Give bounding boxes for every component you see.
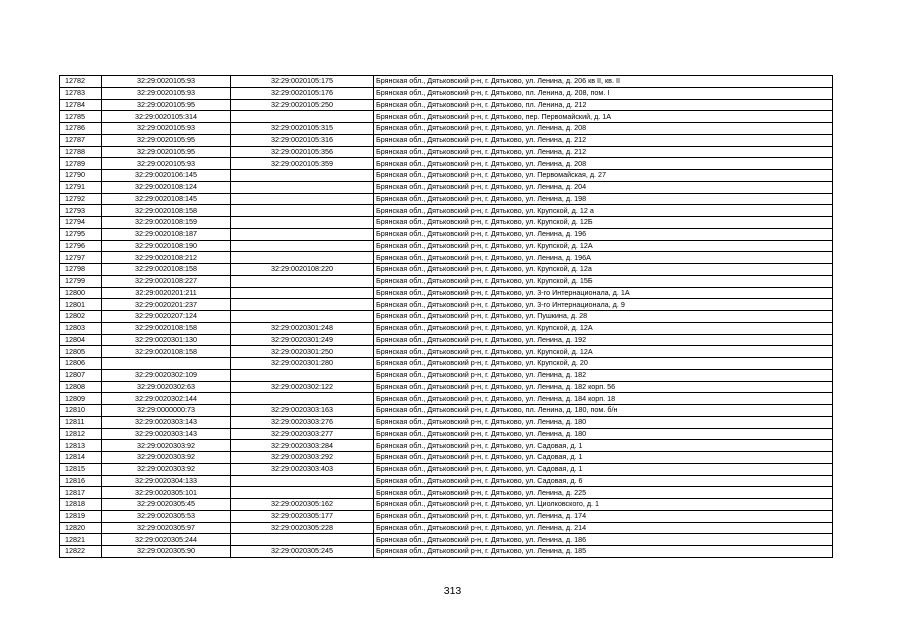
table-row	[60, 76, 833, 88]
table-row	[60, 334, 833, 346]
address-cell: Брянская обл., Дятьковский р-н, г. Дятьково, ул. Крупской, д. 20	[374, 358, 833, 370]
row-number-cell: 12801	[60, 299, 102, 311]
table-row	[60, 440, 833, 452]
row-number-cell: 12811	[60, 416, 102, 428]
row-number-cell: 12810	[60, 405, 102, 417]
parcel-cadastral-number-cell: 32:29:0020305:90	[102, 546, 231, 558]
parcel-cadastral-number-cell: 32:29:0020105:93	[102, 123, 231, 135]
table-row	[60, 452, 833, 464]
table-row	[60, 499, 833, 511]
table-row	[60, 522, 833, 534]
parcel-cadastral-number-cell: 32:29:0020305:244	[102, 534, 231, 546]
table-row	[60, 170, 833, 182]
object-cadastral-number-cell: 32:29:0020301:250	[231, 346, 374, 358]
parcel-cadastral-number-cell: 32:29:0020305:97	[102, 522, 231, 534]
address-cell: Брянская обл., Дятьковский р-н, г. Дятьково, ул. Садовая, д. 6	[374, 475, 833, 487]
object-cadastral-number-cell: 32:29:0020305:245	[231, 546, 374, 558]
row-number-cell: 12787	[60, 134, 102, 146]
parcel-cadastral-number-cell: 32:29:0020105:93	[102, 87, 231, 99]
parcel-cadastral-number-cell: 32:29:0020302:109	[102, 369, 231, 381]
row-number-cell: 12804	[60, 334, 102, 346]
row-number-cell: 12805	[60, 346, 102, 358]
parcel-cadastral-number-cell: 32:29:0020303:143	[102, 428, 231, 440]
object-cadastral-number-cell: 32:29:0020305:228	[231, 522, 374, 534]
parcel-cadastral-number-cell: 32:29:0020108:145	[102, 193, 231, 205]
row-number-cell: 12815	[60, 463, 102, 475]
row-number-cell: 12794	[60, 217, 102, 229]
table-row	[60, 369, 833, 381]
table-row	[60, 405, 833, 417]
table-row	[60, 487, 833, 499]
parcel-cadastral-number-cell: 32:29:0020303:143	[102, 416, 231, 428]
address-cell: Брянская обл., Дятьковский р-н, г. Дятьково, ул. Крупской, д. 12А	[374, 346, 833, 358]
row-number-cell: 12814	[60, 452, 102, 464]
object-cadastral-number-cell	[231, 275, 374, 287]
page-number: 313	[443, 585, 462, 597]
address-cell: Брянская обл., Дятьковский р-н, г. Дятьково, ул. Ленина, д. 174	[374, 510, 833, 522]
address-cell: Брянская обл., Дятьковский р-н, г. Дятьково, ул. Ленина, д. 186	[374, 534, 833, 546]
parcel-cadastral-number-cell: 32:29:0020105:314	[102, 111, 231, 123]
object-cadastral-number-cell: 32:29:0020303:403	[231, 463, 374, 475]
table-row	[60, 205, 833, 217]
row-number-cell: 12803	[60, 322, 102, 334]
address-cell: Брянская обл., Дятьковский р-н, г. Дятьково, ул. Ленина, д. 225	[374, 487, 833, 499]
table-row	[60, 134, 833, 146]
parcel-cadastral-number-cell: 32:29:0020302:63	[102, 381, 231, 393]
parcel-cadastral-number-cell: 32:29:0020105:95	[102, 146, 231, 158]
address-cell: Брянская обл., Дятьковский р-н, г. Дятьково, ул. Циолковского, д. 1	[374, 499, 833, 511]
table-row	[60, 87, 833, 99]
object-cadastral-number-cell: 32:29:0020105:356	[231, 146, 374, 158]
parcel-cadastral-number-cell: 32:29:0020108:159	[102, 217, 231, 229]
row-number-cell: 12812	[60, 428, 102, 440]
row-number-cell: 12807	[60, 369, 102, 381]
parcel-cadastral-number-cell: 32:29:0020105:93	[102, 76, 231, 88]
object-cadastral-number-cell: 32:29:0020305:177	[231, 510, 374, 522]
object-cadastral-number-cell	[231, 369, 374, 381]
table-row	[60, 299, 833, 311]
parcel-cadastral-number-cell: 32:29:0020108:158	[102, 346, 231, 358]
table-row	[60, 546, 833, 558]
object-cadastral-number-cell: 32:29:0020303:276	[231, 416, 374, 428]
object-cadastral-number-cell	[231, 487, 374, 499]
address-cell: Брянская обл., Дятьковский р-н, г. Дятьково, ул. Садовая, д. 1	[374, 440, 833, 452]
object-cadastral-number-cell	[231, 475, 374, 487]
table-row	[60, 322, 833, 334]
table-row	[60, 111, 833, 123]
object-cadastral-number-cell	[231, 299, 374, 311]
address-cell: Брянская обл., Дятьковский р-н, г. Дятьково, ул. Первомайская, д. 27	[374, 170, 833, 182]
object-cadastral-number-cell: 32:29:0020302:122	[231, 381, 374, 393]
object-cadastral-number-cell	[231, 252, 374, 264]
object-cadastral-number-cell: 32:29:0020305:162	[231, 499, 374, 511]
row-number-cell: 12783	[60, 87, 102, 99]
parcel-cadastral-number-cell: 32:29:0020106:145	[102, 170, 231, 182]
row-number-cell: 12784	[60, 99, 102, 111]
address-cell: Брянская обл., Дятьковский р-н, г. Дятьково, ул. Пушкина, д. 28	[374, 311, 833, 323]
table-row	[60, 287, 833, 299]
address-cell: Брянская обл., Дятьковский р-н, г. Дятьково, ул. Ленина, д. 208	[374, 158, 833, 170]
row-number-cell: 12802	[60, 311, 102, 323]
object-cadastral-number-cell: 32:29:0020301:280	[231, 358, 374, 370]
address-cell: Брянская обл., Дятьковский р-н, г. Дятьково, ул. Ленина, д. 196	[374, 228, 833, 240]
table-row	[60, 99, 833, 111]
object-cadastral-number-cell: 32:29:0020303:284	[231, 440, 374, 452]
table-row	[60, 240, 833, 252]
object-cadastral-number-cell: 32:29:0020105:359	[231, 158, 374, 170]
table-row	[60, 463, 833, 475]
address-cell: Брянская обл., Дятьковский р-н, г. Дятьково, ул. Ленина, д. 208	[374, 123, 833, 135]
address-cell: Брянская обл., Дятьковский р-н, г. Дятьково, ул. Ленина, д. 180	[374, 416, 833, 428]
row-number-cell: 12819	[60, 510, 102, 522]
object-cadastral-number-cell: 32:29:0020105:176	[231, 87, 374, 99]
parcel-cadastral-number-cell: 32:29:0020305:53	[102, 510, 231, 522]
table-row	[60, 275, 833, 287]
parcel-cadastral-number-cell: 32:29:0020105:95	[102, 134, 231, 146]
parcel-cadastral-number-cell: 32:29:0020105:93	[102, 158, 231, 170]
parcel-cadastral-number-cell: 32:29:0020108:212	[102, 252, 231, 264]
address-cell: Брянская обл., Дятьковский р-н, г. Дятьково, ул. Ленина, д. 196А	[374, 252, 833, 264]
table-row	[60, 475, 833, 487]
address-cell: Брянская обл., Дятьковский р-н, г. Дятьково, ул. Ленина, д. 192	[374, 334, 833, 346]
address-cell: Брянская обл., Дятьковский р-н, г. Дятьково, ул. Ленина, д. 212	[374, 146, 833, 158]
property-registry-table	[59, 75, 833, 558]
parcel-cadastral-number-cell: 32:29:0020304:133	[102, 475, 231, 487]
address-cell: Брянская обл., Дятьковский р-н, г. Дятьково, ул. Садовая, д. 1	[374, 463, 833, 475]
parcel-cadastral-number-cell: 32:29:0020201:211	[102, 287, 231, 299]
parcel-cadastral-number-cell: 32:29:0020108:190	[102, 240, 231, 252]
object-cadastral-number-cell	[231, 393, 374, 405]
row-number-cell: 12809	[60, 393, 102, 405]
table-row	[60, 264, 833, 276]
table-row	[60, 381, 833, 393]
row-number-cell: 12791	[60, 181, 102, 193]
table-row	[60, 393, 833, 405]
address-cell: Брянская обл., Дятьковский р-н, г. Дятьково, ул. Крупской, д. 12А	[374, 322, 833, 334]
address-cell: Брянская обл., Дятьковский р-н, г. Дятьково, пл. Ленина, д. 180, пом. б/н	[374, 405, 833, 417]
address-cell: Брянская обл., Дятьковский р-н, г. Дятьково, пл. Ленина, д. 208, пом. I	[374, 87, 833, 99]
row-number-cell: 12817	[60, 487, 102, 499]
address-cell: Брянская обл., Дятьковский р-н, г. Дятьково, ул. Крупской, д. 12 а	[374, 205, 833, 217]
object-cadastral-number-cell: 32:29:0020301:248	[231, 322, 374, 334]
row-number-cell: 12785	[60, 111, 102, 123]
object-cadastral-number-cell	[231, 534, 374, 546]
address-cell: Брянская обл., Дятьковский р-н, г. Дятьково, ул. Ленина, д. 185	[374, 546, 833, 558]
row-number-cell: 12821	[60, 534, 102, 546]
parcel-cadastral-number-cell: 32:29:0020108:158	[102, 264, 231, 276]
parcel-cadastral-number-cell: 32:29:0020303:92	[102, 440, 231, 452]
object-cadastral-number-cell: 32:29:0020303:292	[231, 452, 374, 464]
parcel-cadastral-number-cell: 32:29:0020303:92	[102, 463, 231, 475]
object-cadastral-number-cell	[231, 205, 374, 217]
object-cadastral-number-cell	[231, 228, 374, 240]
row-number-cell: 12820	[60, 522, 102, 534]
object-cadastral-number-cell: 32:29:0020105:175	[231, 76, 374, 88]
table-row	[60, 534, 833, 546]
object-cadastral-number-cell	[231, 311, 374, 323]
table-row	[60, 252, 833, 264]
parcel-cadastral-number-cell: 32:29:0020207:124	[102, 311, 231, 323]
row-number-cell: 12789	[60, 158, 102, 170]
object-cadastral-number-cell: 32:29:0020303:277	[231, 428, 374, 440]
row-number-cell: 12806	[60, 358, 102, 370]
object-cadastral-number-cell	[231, 287, 374, 299]
parcel-cadastral-number-cell: 32:29:0020105:95	[102, 99, 231, 111]
row-number-cell: 12822	[60, 546, 102, 558]
parcel-cadastral-number-cell: 32:29:0020108:158	[102, 205, 231, 217]
row-number-cell: 12792	[60, 193, 102, 205]
parcel-cadastral-number-cell	[102, 358, 231, 370]
address-cell: Брянская обл., Дятьковский р-н, г. Дятьково, ул. Крупской, д. 12Б	[374, 217, 833, 229]
parcel-cadastral-number-cell: 32:29:0020108:187	[102, 228, 231, 240]
address-cell: Брянская обл., Дятьковский р-н, г. Дятьково, ул. Ленина, д. 214	[374, 522, 833, 534]
registry-table-body	[60, 76, 833, 558]
object-cadastral-number-cell: 32:29:0020105:315	[231, 123, 374, 135]
row-number-cell: 12816	[60, 475, 102, 487]
parcel-cadastral-number-cell: 32:29:0020303:92	[102, 452, 231, 464]
parcel-cadastral-number-cell: 32:29:0020108:227	[102, 275, 231, 287]
object-cadastral-number-cell: 32:29:0020303:163	[231, 405, 374, 417]
object-cadastral-number-cell	[231, 111, 374, 123]
table-row	[60, 158, 833, 170]
parcel-cadastral-number-cell: 32:29:0020305:101	[102, 487, 231, 499]
row-number-cell: 12808	[60, 381, 102, 393]
table-row	[60, 123, 833, 135]
object-cadastral-number-cell: 32:29:0020108:220	[231, 264, 374, 276]
object-cadastral-number-cell	[231, 181, 374, 193]
object-cadastral-number-cell: 32:29:0020105:250	[231, 99, 374, 111]
address-cell: Брянская обл., Дятьковский р-н, г. Дятьково, ул. Крупской, д. 12А	[374, 240, 833, 252]
row-number-cell: 12795	[60, 228, 102, 240]
table-row	[60, 311, 833, 323]
parcel-cadastral-number-cell: 32:29:0020301:130	[102, 334, 231, 346]
row-number-cell: 12788	[60, 146, 102, 158]
row-number-cell: 12782	[60, 76, 102, 88]
address-cell: Брянская обл., Дятьковский р-н, г. Дятьково, ул. Ленина, д. 182	[374, 369, 833, 381]
row-number-cell: 12796	[60, 240, 102, 252]
address-cell: Брянская обл., Дятьковский р-н, г. Дятьково, ул. Ленина, д. 212	[374, 134, 833, 146]
row-number-cell: 12800	[60, 287, 102, 299]
row-number-cell: 12799	[60, 275, 102, 287]
address-cell: Брянская обл., Дятьковский р-н, г. Дятьково, ул. Крупской, д. 15Б	[374, 275, 833, 287]
object-cadastral-number-cell: 32:29:0020301:249	[231, 334, 374, 346]
parcel-cadastral-number-cell: 32:29:0020108:158	[102, 322, 231, 334]
object-cadastral-number-cell: 32:29:0020105:316	[231, 134, 374, 146]
table-row	[60, 217, 833, 229]
object-cadastral-number-cell	[231, 217, 374, 229]
parcel-cadastral-number-cell: 32:29:0020305:45	[102, 499, 231, 511]
parcel-cadastral-number-cell: 32:29:0000000:73	[102, 405, 231, 417]
row-number-cell: 12797	[60, 252, 102, 264]
address-cell: Брянская обл., Дятьковский р-н, г. Дятьково, ул. Ленина, д. 184 корп. 18	[374, 393, 833, 405]
address-cell: Брянская обл., Дятьковский р-н, г. Дятьково, ул. 3-го Интернационала, д. 1А	[374, 287, 833, 299]
parcel-cadastral-number-cell: 32:29:0020302:144	[102, 393, 231, 405]
table-row	[60, 510, 833, 522]
table-row	[60, 346, 833, 358]
address-cell: Брянская обл., Дятьковский р-н, г. Дятьково, ул. Ленина, д. 198	[374, 193, 833, 205]
row-number-cell: 12786	[60, 123, 102, 135]
object-cadastral-number-cell	[231, 170, 374, 182]
table-row	[60, 416, 833, 428]
address-cell: Брянская обл., Дятьковский р-н, г. Дятьково, ул. Садовая, д. 1	[374, 452, 833, 464]
row-number-cell: 12813	[60, 440, 102, 452]
parcel-cadastral-number-cell: 32:29:0020201:237	[102, 299, 231, 311]
table-row	[60, 228, 833, 240]
table-row	[60, 428, 833, 440]
table-row	[60, 358, 833, 370]
address-cell: Брянская обл., Дятьковский р-н, г. Дятьково, ул. Ленина, д. 180	[374, 428, 833, 440]
address-cell: Брянская обл., Дятьковский р-н, г. Дятьково, ул. Ленина, д. 204	[374, 181, 833, 193]
row-number-cell: 12798	[60, 264, 102, 276]
table-row	[60, 146, 833, 158]
address-cell: Брянская обл., Дятьковский р-н, г. Дятьково, ул. Крупской, д. 12а	[374, 264, 833, 276]
row-number-cell: 12818	[60, 499, 102, 511]
address-cell: Брянская обл., Дятьковский р-н, г. Дятьково, пер. Первомайский, д. 1А	[374, 111, 833, 123]
table-row	[60, 181, 833, 193]
address-cell: Брянская обл., Дятьковский р-н, г. Дятьково, ул. Ленина, д. 182 корп. 56	[374, 381, 833, 393]
address-cell: Брянская обл., Дятьковский р-н, г. Дятьково, пл. Ленина, д. 212	[374, 99, 833, 111]
object-cadastral-number-cell	[231, 193, 374, 205]
table-row	[60, 193, 833, 205]
address-cell: Брянская обл., Дятьковский р-н, г. Дятьково, ул. 3-го Интернационала, д. 9	[374, 299, 833, 311]
row-number-cell: 12793	[60, 205, 102, 217]
object-cadastral-number-cell	[231, 240, 374, 252]
row-number-cell: 12790	[60, 170, 102, 182]
parcel-cadastral-number-cell: 32:29:0020108:124	[102, 181, 231, 193]
address-cell: Брянская обл., Дятьковский р-н, г. Дятьково, ул. Ленина, д. 206 кв II, кв. II	[374, 76, 833, 88]
